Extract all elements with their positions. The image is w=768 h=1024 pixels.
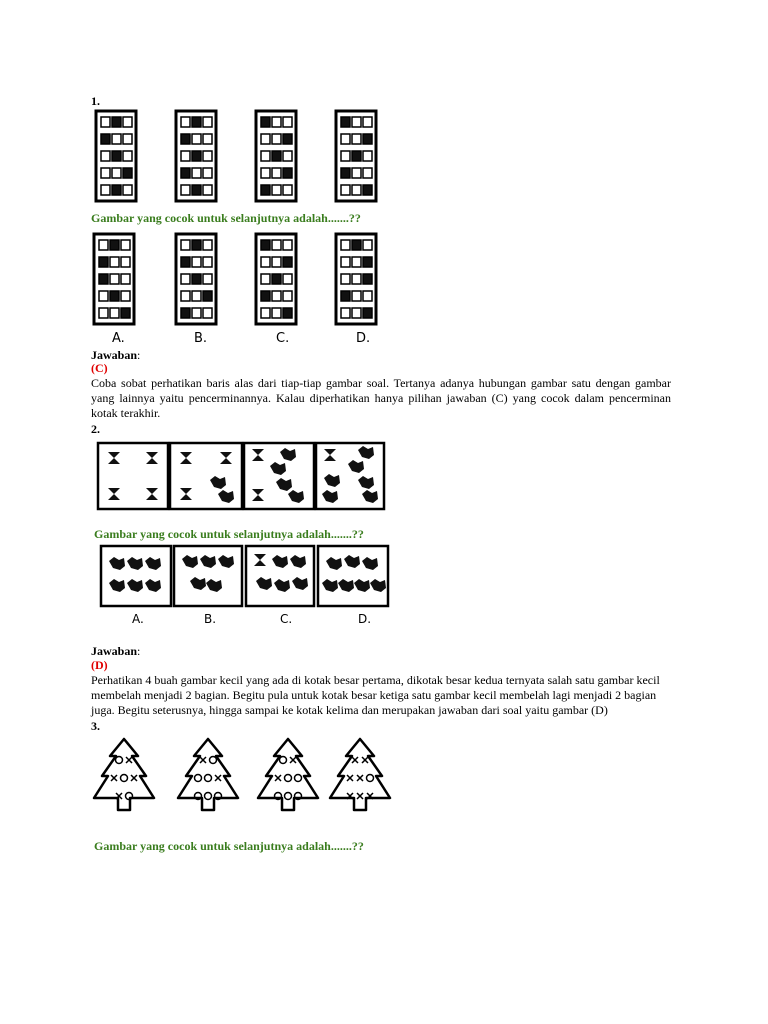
- question-3-number: 3.: [91, 719, 100, 733]
- q2-series-panel: [170, 443, 242, 509]
- question-2-answer: (D): [91, 658, 108, 672]
- q1-series-panel: [96, 111, 136, 201]
- q3-series-tree: [330, 739, 390, 810]
- q2-option-panel: [101, 546, 171, 606]
- q1-series-panel: [336, 111, 376, 201]
- q3-series-tree: [258, 739, 318, 810]
- q2-series-panel: [98, 443, 168, 509]
- question-1-number: 1.: [91, 94, 100, 108]
- q1-series-panel: [176, 111, 216, 201]
- q2-option-letter: A.: [132, 612, 144, 626]
- question-3-prompt: Gambar yang cocok untuk selanjutnya adalah.......??: [94, 839, 364, 853]
- q1-option-letter: C.: [276, 331, 290, 346]
- q1-option-panel: [336, 234, 376, 324]
- question-2-answer-label: Jawaban:: [91, 644, 141, 658]
- q1-option-panel: [94, 234, 134, 324]
- q1-option-letter: B.: [194, 331, 208, 346]
- q2-option-letter: B.: [204, 612, 217, 626]
- question-1-explanation: Coba sobat perhatikan baris alas dari tiap-tiap gambar soal. Tertanya adanya hubungan gambar satu dengan gambar yang lainnya yaitu pencerminannya. Kalau diperhatikan hanya pilihan jawaban (C) yang cocok dalam pencerminan kotak terakhir.: [91, 376, 671, 420]
- q2-option-panel: [318, 546, 388, 606]
- q2-series-panel: [244, 443, 314, 509]
- q2-series-panel: [316, 443, 384, 509]
- q1-options-figure: [88, 230, 392, 348]
- q1-option-panel: [176, 234, 216, 324]
- q2-option-panel: [246, 546, 314, 606]
- question-1-prompt: Gambar yang cocok untuk selanjutnya adalah.......??: [91, 211, 361, 225]
- q1-series-panel: [256, 111, 296, 201]
- q1-series-figure: [92, 108, 392, 204]
- question-1-answer-label: Jawaban:: [91, 348, 141, 362]
- q1-option-letter: D.: [356, 331, 371, 346]
- q2-series-figure: [96, 440, 388, 512]
- question-1-answer: (C): [91, 361, 108, 375]
- q2-option-letter: C.: [280, 612, 293, 626]
- q2-options-figure: [98, 543, 392, 629]
- question-2-number: 2.: [91, 422, 100, 436]
- question-2-prompt: Gambar yang cocok untuk selanjutnya adalah.......??: [94, 527, 364, 541]
- question-2-explanation: Perhatikan 4 buah gambar kecil yang ada di kotak besar pertama, dikotak besar kedua ternyata salah satu gambar kecil membelah menjadi 2 bagian. Begitu pula untuk kotak besar ketiga satu gambar kecil membelah lagi menjadi 2 bagian juga. Begitu seterusnya, hingga sampai ke kotak kelima dan merupakan jawaban dari soal yaitu gambar (D): [91, 673, 660, 717]
- q2-option-letter: D.: [358, 612, 372, 626]
- q2-option-panel: [174, 546, 242, 606]
- q1-option-panel: [256, 234, 296, 324]
- q1-option-letter: A.: [112, 331, 125, 346]
- q3-series-figure: [88, 736, 393, 820]
- q3-series-tree: [94, 739, 154, 810]
- q3-series-tree: [178, 739, 238, 810]
